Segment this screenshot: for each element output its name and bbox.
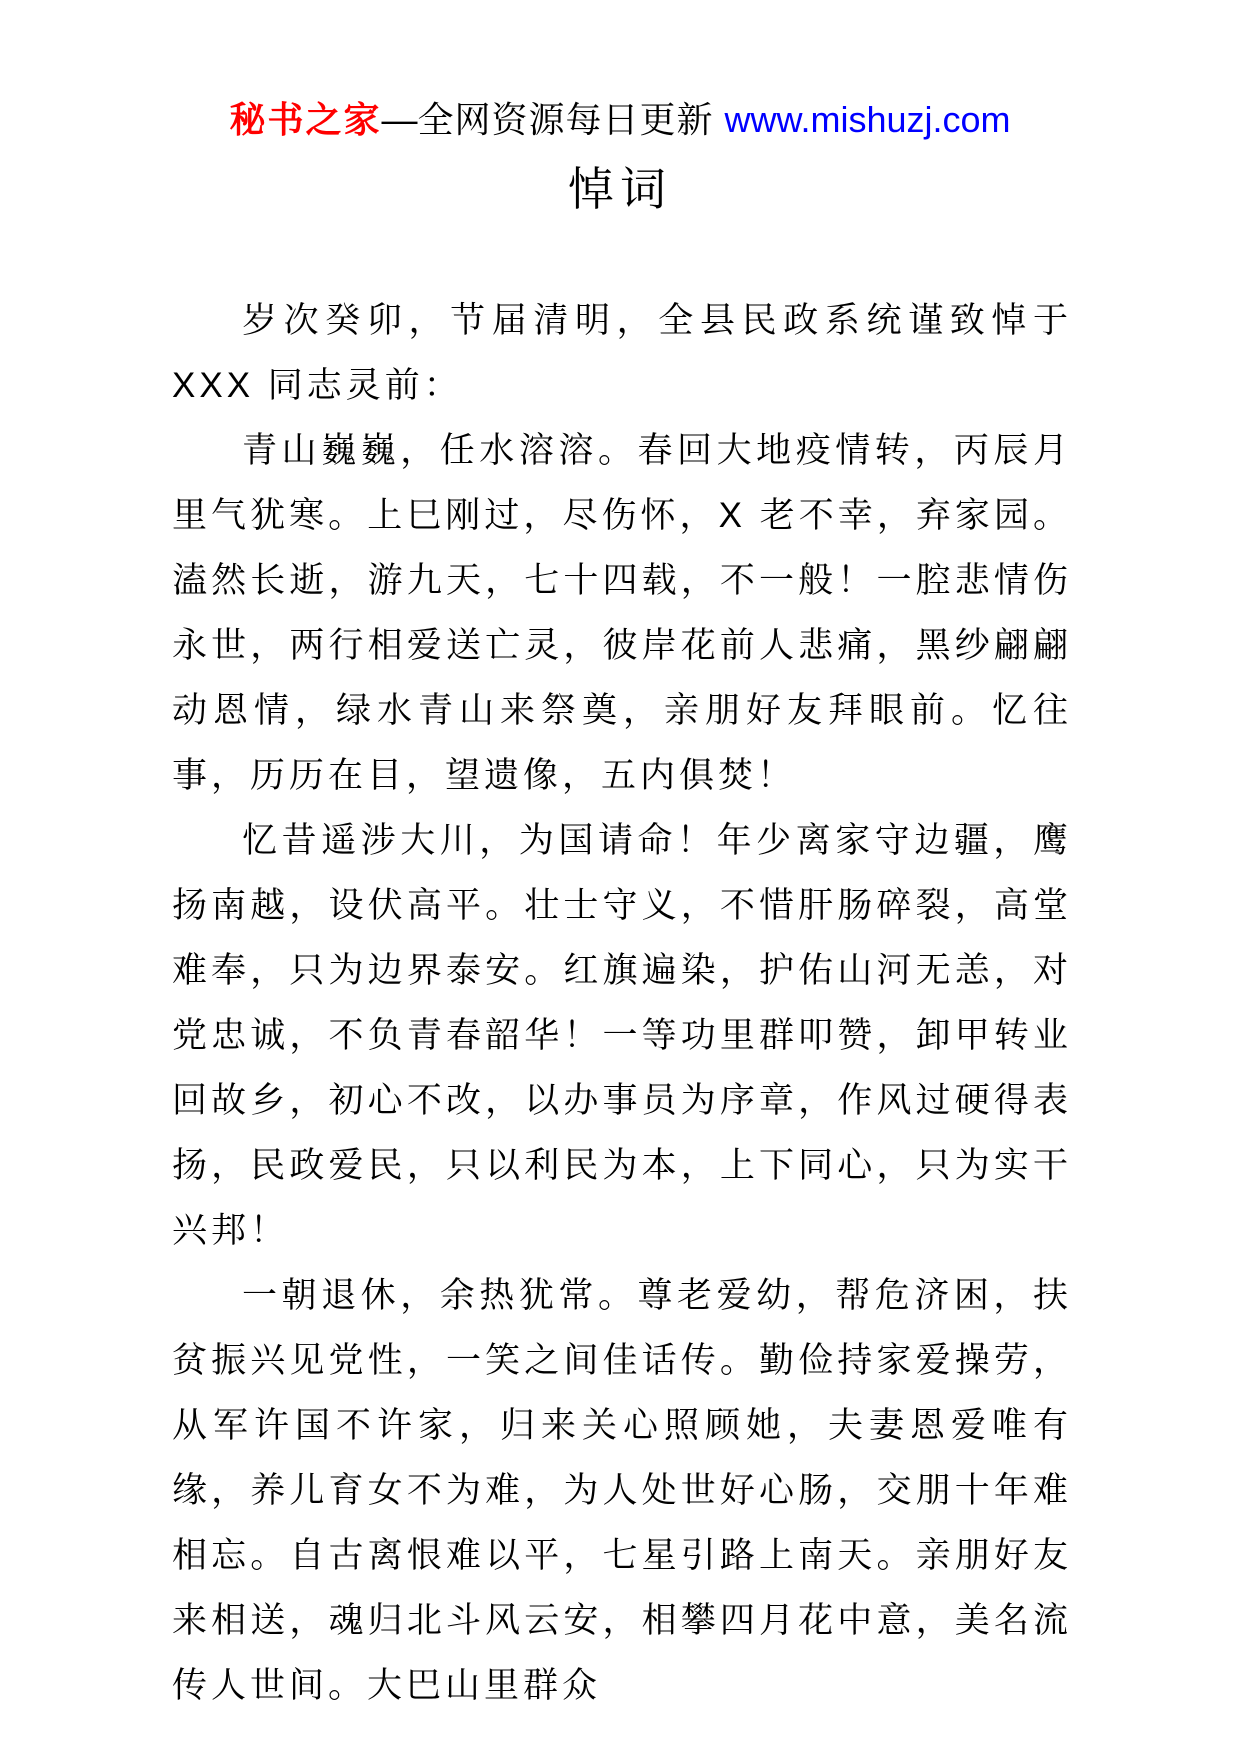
header-url-link[interactable]: www.mishuzj.com [724, 99, 1011, 140]
brand-text: 秘书之家 [229, 99, 382, 140]
page-title: 悼词 [568, 163, 672, 215]
body-paragraph-1: 岁次癸卯，节届清明，全县民政系统谨致悼于 XXX 同志灵前： [172, 301, 1072, 405]
page-header [0, 98, 1240, 142]
body-paragraph-3: 忆昔遥涉大川，为国请命！年少离家守边疆，鹰扬南越，设伏高平。壮士守义，不惜肝肠碎裂，高堂难奉，只为边界泰安。红旗遍染，护佑山河无恙，对党忠诚，不负青春韶华！一等功里群叩赞，卸甲转业回故乡，初心不改，以办事员为序章，作风过硬得表扬，民政爱民，只以利民为本，上下同心，只为实干兴邦！ [172, 821, 1072, 1250]
header-separator: — [381, 99, 418, 140]
document-body [172, 288, 1072, 1718]
body-paragraph-2: 青山巍巍，任水溶溶。春回大地疫情转，丙辰月里气犹寒。上巳刚过，尽伤怀，X 老不幸，弃家园。溘然长逝，游九天，七十四载，不一般！一腔悲情伤永世，两行相爱送亡灵，彼岸花前人悲痛，黑纱翩翩动恩情，绿水青山来祭奠，亲朋好友拜眼前。忆往事，历历在目，望遗像，五内俱焚！ [172, 431, 1072, 795]
body-paragraph-4: 一朝退休，余热犹常。尊老爱幼，帮危济困，扶贫振兴见党性，一笑之间佳话传。勤俭持家爱操劳，从军许国不许家，归来关心照顾她，夫妻恩爱唯有缘，养儿育女不为难，为人处世好心肠，交朋十年难相忘。自古离恨难以平，七星引路上南天。亲朋好友来相送，魂归北斗风云安，相攀四月花中意，美名流传人世间。大巴山里群众 [172, 1276, 1072, 1705]
header-tagline: 全网资源每日更新 [417, 99, 725, 140]
